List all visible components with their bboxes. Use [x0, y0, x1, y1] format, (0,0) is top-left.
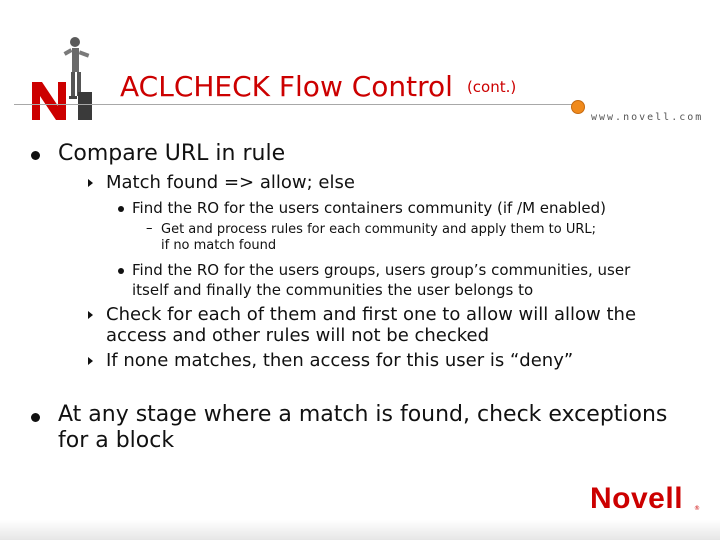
- bullet-dot-icon: [118, 206, 124, 212]
- footer-band: [0, 520, 720, 540]
- dash-bullet-icon: –: [146, 221, 153, 236]
- bullet-dot-icon: [31, 413, 40, 422]
- novell-n-figure-logo: [28, 30, 108, 122]
- header-divider: [14, 104, 584, 105]
- bullet-match-found: Match found => allow; else: [106, 172, 355, 193]
- bullet-check-each-2: access and other rules will not be checked: [106, 325, 490, 346]
- bullet-find-ro-containers: Find the RO for the users containers community (if /M enabled): [132, 199, 607, 217]
- slide-title: [120, 70, 516, 103]
- bullet-get-process-rules-1: Get and process rules for each community and apply them to URL;: [161, 222, 596, 237]
- bullet-find-ro-groups-2: itself and finally the communities the user belongs to: [132, 281, 534, 299]
- bullet-dot-icon: [118, 268, 124, 274]
- bullet-any-stage-1: At any stage where a match is found, check exceptions: [58, 402, 668, 427]
- bullet-find-ro-groups-1: Find the RO for the users groups, users group’s communities, user: [132, 261, 631, 279]
- novell-logo: Novell: [590, 482, 684, 515]
- triangle-bullet-icon: [88, 179, 93, 187]
- bullet-dot-icon: [31, 151, 40, 160]
- title-text: ACLCHECK Flow Control: [120, 70, 453, 103]
- triangle-bullet-icon: [88, 311, 93, 319]
- title-suffix: (cont.): [466, 78, 517, 96]
- trademark-symbol: ®: [694, 505, 700, 512]
- triangle-bullet-icon: [88, 357, 93, 365]
- bullet-none-matches: If none matches, then access for this user is “deny”: [106, 350, 574, 371]
- website-url: www.novell.com: [591, 112, 704, 123]
- orange-dot-icon: [571, 100, 585, 114]
- bullet-get-process-rules-2: if no match found: [161, 238, 277, 253]
- bullet-any-stage-2: for a block: [58, 428, 175, 453]
- bullet-check-each-1: Check for each of them and first one to allow will allow the: [106, 304, 637, 325]
- bullet-compare-url: Compare URL in rule: [58, 141, 286, 166]
